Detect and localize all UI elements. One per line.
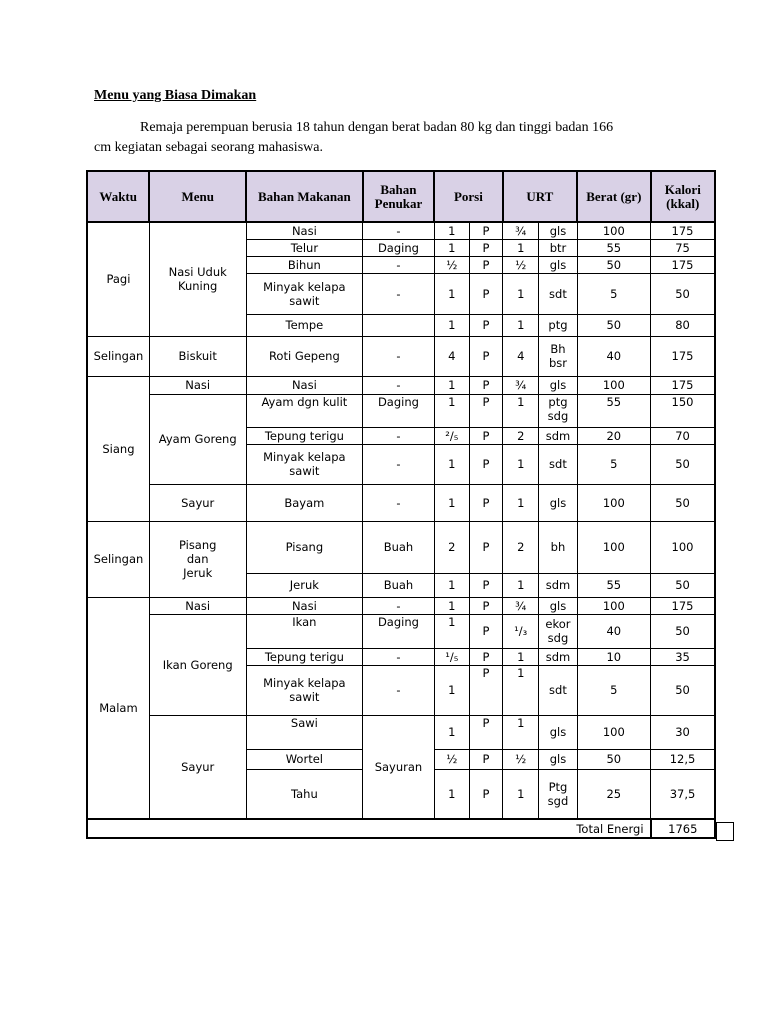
- porsi-unit-cell: P: [469, 376, 502, 394]
- urt-unit-cell: sdm: [539, 648, 577, 665]
- porsi-unit-cell: P: [469, 222, 502, 239]
- penukar-cell: -: [363, 376, 434, 394]
- urt-qty-cell: 1: [503, 665, 539, 715]
- kalori-cell: 50: [651, 573, 715, 597]
- bahan-cell: Minyak kelapa sawit: [246, 444, 363, 484]
- bahan-cell: Nasi: [246, 376, 363, 394]
- penukar-cell: -: [363, 665, 434, 715]
- urt-qty-cell: 1: [503, 273, 539, 314]
- porsi-cell: 1: [434, 573, 469, 597]
- kalori-cell: 50: [651, 484, 715, 521]
- bahan-cell: Telur: [246, 239, 363, 256]
- menu-cell: Ayam Goreng: [149, 394, 246, 484]
- urt-qty-cell: 1: [503, 444, 539, 484]
- kalori-cell: 50: [651, 614, 715, 648]
- penukar-cell: -: [363, 256, 434, 273]
- penukar-cell: -: [363, 597, 434, 614]
- porsi-unit-cell: P: [469, 256, 502, 273]
- porsi-cell: 1: [434, 239, 469, 256]
- penukar-cell: Daging: [363, 614, 434, 648]
- paragraph-line-1: Remaja perempuan berusia 18 tahun dengan berat badan 80 kg dan tinggi badan 166: [140, 120, 614, 135]
- urt-qty-cell: 1: [503, 314, 539, 336]
- waktu-cell: Selingan: [87, 521, 149, 597]
- porsi-cell: 1: [434, 444, 469, 484]
- porsi-cell: 1: [434, 484, 469, 521]
- porsi-cell: 1: [434, 597, 469, 614]
- berat-cell: 50: [577, 749, 650, 769]
- header-bahan-makanan: Bahan Makanan: [246, 171, 363, 222]
- berat-cell: 100: [577, 715, 650, 749]
- urt-unit-cell: ekor sdg: [539, 614, 577, 648]
- urt-unit-cell: gls: [539, 597, 577, 614]
- penukar-cell: -: [363, 222, 434, 239]
- bahan-cell: Minyak kelapa sawit: [246, 665, 363, 715]
- header-bahan-penukar: Bahan Penukar: [363, 171, 434, 222]
- total-energi-label: Total Energi: [87, 819, 651, 838]
- porsi-unit-cell: P: [469, 336, 502, 376]
- table-row: [87, 336, 715, 376]
- porsi-cell: 1: [434, 715, 469, 749]
- total-energi-value: 1765: [651, 819, 715, 838]
- empty-side-box: [716, 822, 734, 841]
- porsi-unit-cell: P: [469, 665, 502, 715]
- berat-cell: 100: [577, 484, 650, 521]
- urt-qty-cell: 1: [503, 715, 539, 749]
- berat-cell: 55: [577, 394, 650, 427]
- porsi-unit-cell: P: [469, 239, 502, 256]
- porsi-cell: 1: [434, 769, 469, 819]
- penukar-cell: -: [363, 336, 434, 376]
- urt-unit-cell: btr: [539, 239, 577, 256]
- kalori-cell: 30: [651, 715, 715, 749]
- header-waktu: Waktu: [87, 171, 149, 222]
- porsi-cell: 1: [434, 665, 469, 715]
- berat-cell: 50: [577, 256, 650, 273]
- porsi-unit-cell: P: [469, 394, 502, 427]
- porsi-unit-cell: P: [469, 521, 502, 573]
- berat-cell: 100: [577, 521, 650, 573]
- porsi-unit-cell: P: [469, 715, 502, 749]
- porsi-unit-cell: P: [469, 444, 502, 484]
- urt-qty-cell: 1: [503, 573, 539, 597]
- penukar-cell: Buah: [363, 573, 434, 597]
- penukar-cell: Daging: [363, 394, 434, 427]
- porsi-cell: 1: [434, 376, 469, 394]
- porsi-cell: 1: [434, 394, 469, 427]
- kalori-cell: 50: [651, 665, 715, 715]
- bahan-cell: Ayam dgn kulit: [246, 394, 363, 427]
- kalori-cell: 70: [651, 427, 715, 444]
- porsi-cell: 4: [434, 336, 469, 376]
- table-row: [87, 376, 715, 394]
- urt-qty-cell: ¾: [503, 597, 539, 614]
- bahan-cell: Wortel: [246, 749, 363, 769]
- menu-cell: Biskuit: [149, 336, 246, 376]
- kalori-cell: 80: [651, 314, 715, 336]
- menu-cell: Nasi Uduk Kuning: [149, 222, 246, 336]
- urt-unit-cell: sdm: [539, 427, 577, 444]
- kalori-cell: 175: [651, 222, 715, 239]
- kalori-cell: 100: [651, 521, 715, 573]
- paragraph-line-2: cm kegiatan sebagai seorang mahasiswa.: [94, 140, 323, 155]
- berat-cell: 100: [577, 376, 650, 394]
- porsi-cell: ²/₅: [434, 427, 469, 444]
- porsi-unit-cell: P: [469, 573, 502, 597]
- porsi-cell: 1: [434, 273, 469, 314]
- berat-cell: 100: [577, 222, 650, 239]
- kalori-cell: 50: [651, 273, 715, 314]
- urt-unit-cell: bh: [539, 521, 577, 573]
- urt-unit-cell: gls: [539, 376, 577, 394]
- berat-cell: 20: [577, 427, 650, 444]
- bahan-cell: Bayam: [246, 484, 363, 521]
- porsi-cell: 1: [434, 614, 469, 648]
- urt-qty-cell: 4: [503, 336, 539, 376]
- urt-unit-cell: gls: [539, 222, 577, 239]
- urt-unit-cell: gls: [539, 749, 577, 769]
- header-berat: Berat (gr): [577, 171, 650, 222]
- table-row: [87, 521, 715, 573]
- urt-qty-cell: ½: [503, 256, 539, 273]
- bahan-cell: Nasi: [246, 597, 363, 614]
- berat-cell: 55: [577, 239, 650, 256]
- urt-unit-cell: sdt: [539, 444, 577, 484]
- urt-unit-cell: gls: [539, 256, 577, 273]
- menu-cell: Pisang dan Jeruk: [149, 521, 246, 597]
- berat-cell: 5: [577, 665, 650, 715]
- berat-cell: 40: [577, 336, 650, 376]
- kalori-cell: 75: [651, 239, 715, 256]
- porsi-cell: ¹/₅: [434, 648, 469, 665]
- berat-cell: 10: [577, 648, 650, 665]
- porsi-cell: ½: [434, 749, 469, 769]
- penukar-cell: -: [363, 444, 434, 484]
- penukar-cell: -: [363, 484, 434, 521]
- urt-qty-cell: ½: [503, 749, 539, 769]
- waktu-cell: Selingan: [87, 336, 149, 376]
- urt-unit-cell: Bh bsr: [539, 336, 577, 376]
- berat-cell: 40: [577, 614, 650, 648]
- kalori-cell: 50: [651, 444, 715, 484]
- kalori-cell: 35: [651, 648, 715, 665]
- porsi-cell: 1: [434, 314, 469, 336]
- berat-cell: 5: [577, 444, 650, 484]
- urt-qty-cell: ¹/₃: [503, 614, 539, 648]
- penukar-cell: -: [363, 273, 434, 314]
- waktu-cell: Malam: [87, 597, 149, 819]
- urt-unit-cell: ptg sdg: [539, 394, 577, 427]
- urt-unit-cell: gls: [539, 715, 577, 749]
- kalori-cell: 37,5: [651, 769, 715, 819]
- porsi-unit-cell: P: [469, 484, 502, 521]
- porsi-cell: ½: [434, 256, 469, 273]
- kalori-cell: 175: [651, 376, 715, 394]
- penukar-cell: Daging: [363, 239, 434, 256]
- menu-cell: Sayur: [149, 715, 246, 819]
- porsi-unit-cell: P: [469, 749, 502, 769]
- menu-table: [86, 170, 716, 839]
- intro-paragraph: [94, 118, 694, 158]
- table-row: [87, 394, 715, 427]
- porsi-cell: 2: [434, 521, 469, 573]
- porsi-cell: 1: [434, 222, 469, 239]
- berat-cell: 100: [577, 597, 650, 614]
- penukar-cell: Buah: [363, 521, 434, 573]
- porsi-unit-cell: P: [469, 314, 502, 336]
- urt-qty-cell: 1: [503, 394, 539, 427]
- urt-unit-cell: sdt: [539, 665, 577, 715]
- urt-unit-cell: sdm: [539, 573, 577, 597]
- total-row: [87, 819, 715, 838]
- penukar-cell: -: [363, 427, 434, 444]
- bahan-cell: Tepung terigu: [246, 648, 363, 665]
- urt-qty-cell: 1: [503, 769, 539, 819]
- berat-cell: 55: [577, 573, 650, 597]
- bahan-cell: Ikan: [246, 614, 363, 648]
- menu-cell: Sayur: [149, 484, 246, 521]
- urt-qty-cell: 2: [503, 427, 539, 444]
- bahan-cell: Nasi: [246, 222, 363, 239]
- berat-cell: 5: [577, 273, 650, 314]
- bahan-cell: Pisang: [246, 521, 363, 573]
- bahan-cell: Tempe: [246, 314, 363, 336]
- bahan-cell: Jeruk: [246, 573, 363, 597]
- berat-cell: 25: [577, 769, 650, 819]
- penukar-cell: Sayuran: [363, 715, 434, 819]
- porsi-unit-cell: P: [469, 427, 502, 444]
- penukar-cell: -: [363, 648, 434, 665]
- kalori-cell: 175: [651, 256, 715, 273]
- bahan-cell: Tepung terigu: [246, 427, 363, 444]
- menu-cell: Nasi: [149, 597, 246, 614]
- porsi-unit-cell: P: [469, 597, 502, 614]
- header-menu: Menu: [149, 171, 246, 222]
- table-row: [87, 715, 715, 749]
- urt-qty-cell: 1: [503, 484, 539, 521]
- menu-cell: Nasi: [149, 376, 246, 394]
- bahan-cell: Sawi: [246, 715, 363, 749]
- kalori-cell: 12,5: [651, 749, 715, 769]
- waktu-cell: Pagi: [87, 222, 149, 336]
- urt-qty-cell: ¾: [503, 222, 539, 239]
- table-row: [87, 484, 715, 521]
- urt-unit-cell: Ptg sgd: [539, 769, 577, 819]
- urt-qty-cell: ¾: [503, 376, 539, 394]
- bahan-cell: Tahu: [246, 769, 363, 819]
- table-row: [87, 597, 715, 614]
- porsi-unit-cell: P: [469, 614, 502, 648]
- porsi-unit-cell: P: [469, 273, 502, 314]
- kalori-cell: 150: [651, 394, 715, 427]
- bahan-cell: Roti Gepeng: [246, 336, 363, 376]
- kalori-cell: 175: [651, 597, 715, 614]
- header-kalori: Kalori (kkal): [651, 171, 715, 222]
- urt-unit-cell: ptg: [539, 314, 577, 336]
- urt-unit-cell: sdt: [539, 273, 577, 314]
- bahan-cell: Bihun: [246, 256, 363, 273]
- kalori-cell: 175: [651, 336, 715, 376]
- document-heading: Menu yang Biasa Dimakan: [94, 88, 257, 103]
- porsi-unit-cell: P: [469, 769, 502, 819]
- porsi-unit-cell: P: [469, 648, 502, 665]
- header-porsi: Porsi: [434, 171, 502, 222]
- menu-cell: Ikan Goreng: [149, 614, 246, 715]
- table-row: [87, 222, 715, 239]
- table-header-row: [87, 171, 715, 222]
- urt-qty-cell: 1: [503, 648, 539, 665]
- header-urt: URT: [503, 171, 577, 222]
- urt-qty-cell: 1: [503, 239, 539, 256]
- berat-cell: 50: [577, 314, 650, 336]
- bahan-cell: Minyak kelapa sawit: [246, 273, 363, 314]
- urt-qty-cell: 2: [503, 521, 539, 573]
- table-row: [87, 614, 715, 648]
- urt-unit-cell: gls: [539, 484, 577, 521]
- waktu-cell: Siang: [87, 376, 149, 521]
- penukar-cell: [363, 314, 434, 336]
